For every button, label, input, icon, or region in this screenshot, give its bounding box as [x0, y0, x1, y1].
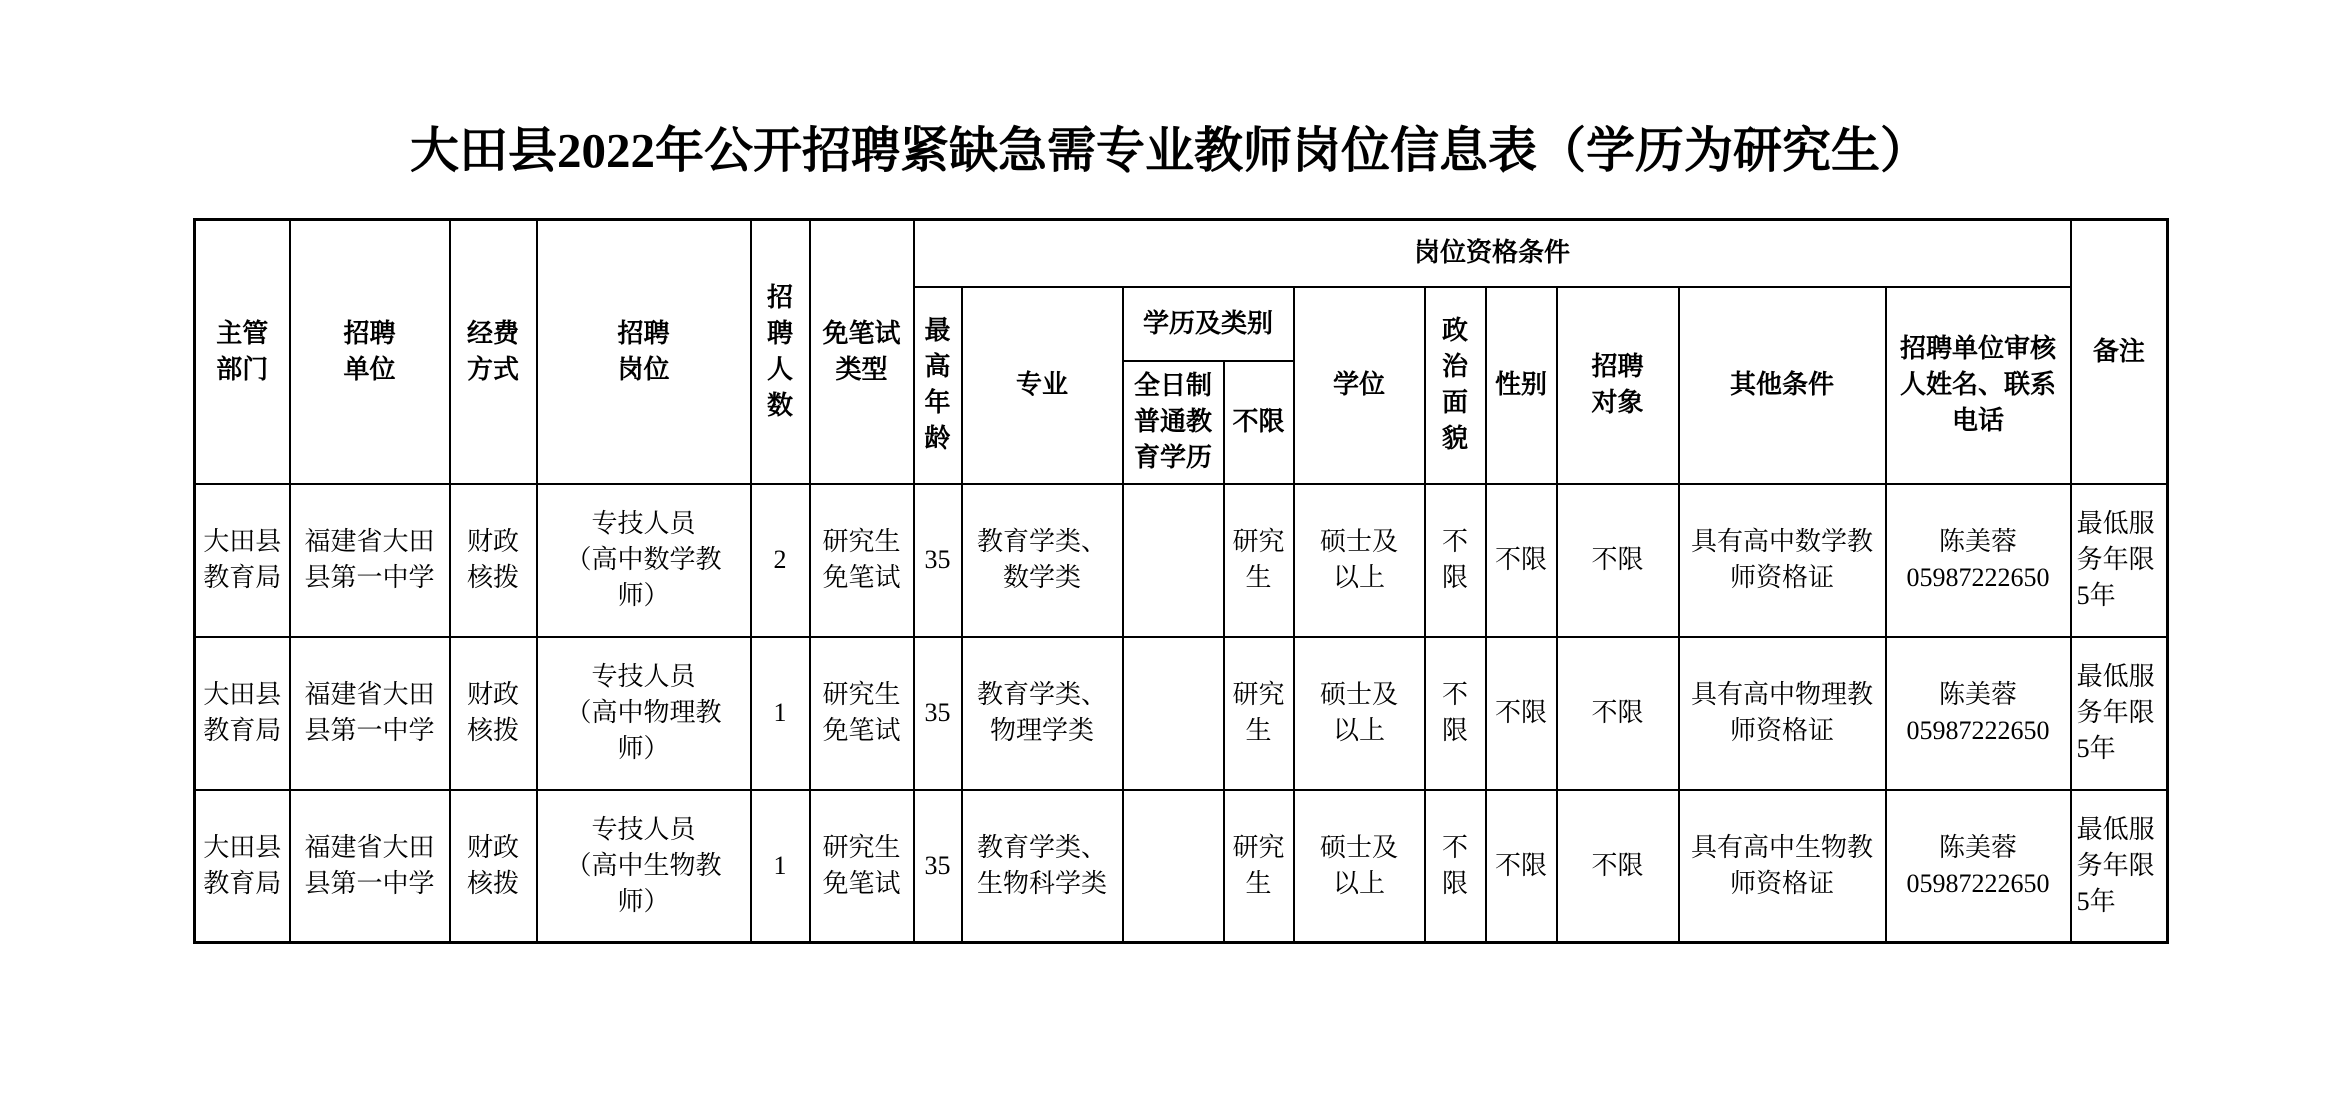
table-row — [195, 790, 2168, 943]
header-unlimited-label: 不限 — [1232, 407, 1285, 436]
unit-text: 福建省大田县第一中学 — [304, 527, 435, 592]
header-position-label: 招聘岗位 — [617, 318, 670, 384]
cell-degree — [1294, 790, 1425, 943]
contact-name-text: 陈美蓉 — [1939, 527, 2018, 556]
political-text: 不限 — [1441, 680, 1468, 745]
political-text: 不限 — [1441, 832, 1468, 898]
contact-name-text: 陈美蓉 — [1939, 832, 2018, 862]
cell-target — [1557, 637, 1679, 790]
header-other — [1679, 287, 1886, 484]
header-qualifications-label: 岗位资格条件 — [1414, 238, 1571, 268]
count-text: 1 — [773, 698, 787, 727]
header-unlimited — [1224, 361, 1294, 484]
cell-degree — [1294, 484, 1425, 637]
remarks-text: 最低服务年限5年 — [2076, 509, 2155, 610]
table-header — [195, 220, 2168, 484]
cell-political — [1425, 790, 1486, 943]
cell-exemption — [810, 637, 914, 790]
header-other-label: 其他条件 — [1729, 370, 1834, 399]
header-political-label: 政治面貌 — [1441, 316, 1468, 453]
gender-text: 不限 — [1494, 545, 1547, 574]
header-education-label: 学历及类别 — [1142, 308, 1273, 338]
cell-fulltime — [1123, 484, 1224, 637]
cell-unit — [290, 484, 450, 637]
cell-exemption — [810, 790, 914, 943]
count-text: 2 — [773, 545, 787, 574]
page-title: 大田县2022年公开招聘紧缺急需专业教师岗位信息表（学历为研究生） — [409, 123, 1929, 178]
degree-text: 硕士及以上 — [1319, 680, 1398, 745]
unlimited-text: 研究生 — [1232, 680, 1285, 745]
gender-text: 不限 — [1494, 698, 1547, 727]
major-text: 教育学类、物理学类 — [976, 680, 1107, 745]
cell-contact — [1886, 790, 2071, 943]
header-exemption — [810, 220, 914, 484]
cell-funding — [450, 637, 537, 790]
header-gender-label: 性别 — [1494, 370, 1547, 399]
cell-position — [537, 637, 751, 790]
remarks-text: 最低服务年限5年 — [2076, 662, 2155, 763]
cell-count — [751, 637, 810, 790]
remarks-text: 最低服务年限5年 — [2076, 814, 2155, 916]
funding-text: 财政核拨 — [466, 527, 519, 592]
header-count-label: 招聘人数 — [766, 282, 793, 420]
header-education — [1123, 287, 1294, 361]
degree-text: 硕士及以上 — [1319, 832, 1398, 898]
max-age-text: 35 — [924, 698, 951, 727]
header-remarks — [2071, 220, 2168, 484]
header-count — [751, 220, 810, 484]
cell-gender — [1486, 790, 1557, 943]
positions-table — [193, 218, 2169, 944]
other-text: 具有高中生物教师资格证 — [1690, 832, 1873, 898]
header-major-label: 专业 — [1015, 370, 1068, 399]
header-department — [195, 220, 290, 484]
header-fulltime-label: 全日制普通教育学历 — [1133, 371, 1212, 472]
cell-major — [962, 637, 1123, 790]
political-text: 不限 — [1441, 527, 1468, 592]
max-age-text: 35 — [924, 850, 951, 880]
header-unit — [290, 220, 450, 484]
target-text: 不限 — [1591, 698, 1644, 727]
funding-text: 财政核拨 — [466, 832, 519, 898]
cell-contact — [1886, 484, 2071, 637]
cell-other — [1679, 484, 1886, 637]
cell-major — [962, 484, 1123, 637]
exemption-text: 研究生免笔试 — [822, 832, 901, 898]
header-unit-label: 招聘单位 — [343, 318, 396, 384]
position-text: 专技人员 — [591, 509, 696, 538]
cell-target — [1557, 484, 1679, 637]
cell-fulltime — [1123, 637, 1224, 790]
header-funding — [450, 220, 537, 484]
count-text: 1 — [773, 850, 787, 880]
target-text: 不限 — [1591, 545, 1644, 574]
header-degree-label: 学位 — [1332, 370, 1385, 399]
cell-exemption — [810, 484, 914, 637]
header-funding-label: 经费方式 — [466, 318, 519, 384]
unit-text: 福建省大田县第一中学 — [304, 680, 435, 745]
contact-phone-text: 05987222650 — [1906, 716, 2050, 745]
header-fulltime — [1123, 361, 1224, 484]
cell-degree — [1294, 637, 1425, 790]
cell-unlimited — [1224, 637, 1294, 790]
position-text: 专技人员 — [591, 662, 696, 691]
contact-phone-text: 05987222650 — [1906, 563, 2050, 592]
cell-unlimited — [1224, 484, 1294, 637]
cell-max-age — [914, 790, 962, 943]
cell-department — [195, 637, 290, 790]
major-text: 教育学类、生物科学类 — [976, 832, 1107, 898]
header-department-label: 主管部门 — [216, 318, 269, 384]
header-position — [537, 220, 751, 484]
header-target — [1557, 287, 1679, 484]
position-text: 专技人员 — [591, 814, 696, 844]
cell-other — [1679, 790, 1886, 943]
cell-max-age — [914, 484, 962, 637]
contact-phone-text: 05987222650 — [1906, 868, 2050, 898]
funding-text: 财政核拨 — [466, 680, 519, 745]
cell-count — [751, 484, 810, 637]
cell-target — [1557, 790, 1679, 943]
cell-max-age — [914, 637, 962, 790]
cell-department — [195, 484, 290, 637]
department-text: 大田县教育局 — [203, 680, 282, 745]
cell-funding — [450, 790, 537, 943]
header-exemption-label: 免笔试类型 — [822, 318, 901, 384]
degree-text: 硕士及以上 — [1319, 527, 1398, 592]
unit-text: 福建省大田县第一中学 — [304, 832, 435, 898]
header-contact — [1886, 287, 2071, 484]
exemption-text: 研究生免笔试 — [822, 680, 901, 745]
department-text: 大田县教育局 — [203, 527, 282, 592]
cell-other — [1679, 637, 1886, 790]
target-text: 不限 — [1591, 850, 1644, 880]
cell-unit — [290, 637, 450, 790]
cell-major — [962, 790, 1123, 943]
cell-funding — [450, 484, 537, 637]
cell-political — [1425, 484, 1486, 637]
header-target-label: 招聘对象 — [1591, 352, 1644, 417]
header-qualifications — [914, 220, 2071, 287]
contact-name-text: 陈美蓉 — [1939, 680, 2018, 709]
unlimited-text: 研究生 — [1232, 832, 1285, 898]
header-political — [1425, 287, 1486, 484]
gender-text: 不限 — [1494, 850, 1547, 880]
cell-position — [537, 484, 751, 637]
exemption-text: 研究生免笔试 — [822, 527, 901, 592]
header-degree — [1294, 287, 1425, 484]
max-age-text: 35 — [924, 545, 951, 574]
unlimited-text: 研究生 — [1232, 527, 1285, 592]
major-text: 教育学类、数学类 — [976, 527, 1107, 592]
header-max-age-label: 最高年龄 — [924, 316, 951, 453]
header-gender — [1486, 287, 1557, 484]
cell-count — [751, 790, 810, 943]
table-row — [195, 637, 2168, 790]
cell-department — [195, 790, 290, 943]
cell-political — [1425, 637, 1486, 790]
department-text: 大田县教育局 — [203, 832, 282, 898]
header-remarks-label: 备注 — [2092, 336, 2145, 366]
header-max-age — [914, 287, 962, 484]
cell-unit — [290, 790, 450, 943]
cell-contact — [1886, 637, 2071, 790]
table-body — [195, 484, 2168, 943]
cell-fulltime — [1123, 790, 1224, 943]
position-detail-text: （高中数学教师） — [565, 545, 722, 610]
cell-remarks — [2071, 637, 2168, 790]
cell-gender — [1486, 637, 1557, 790]
header-contact-label: 招聘单位审核人姓名、联系电话 — [1900, 334, 2057, 435]
cell-gender — [1486, 484, 1557, 637]
cell-unlimited — [1224, 790, 1294, 943]
position-detail-text: （高中生物教师） — [565, 850, 722, 916]
other-text: 具有高中数学教师资格证 — [1690, 527, 1873, 592]
other-text: 具有高中物理教师资格证 — [1690, 680, 1873, 745]
table-row — [195, 484, 2168, 637]
position-detail-text: （高中物理教师） — [565, 698, 722, 763]
header-row-1 — [195, 220, 2168, 287]
cell-remarks — [2071, 790, 2168, 943]
cell-position — [537, 790, 751, 943]
header-major — [962, 287, 1123, 484]
cell-remarks — [2071, 484, 2168, 637]
